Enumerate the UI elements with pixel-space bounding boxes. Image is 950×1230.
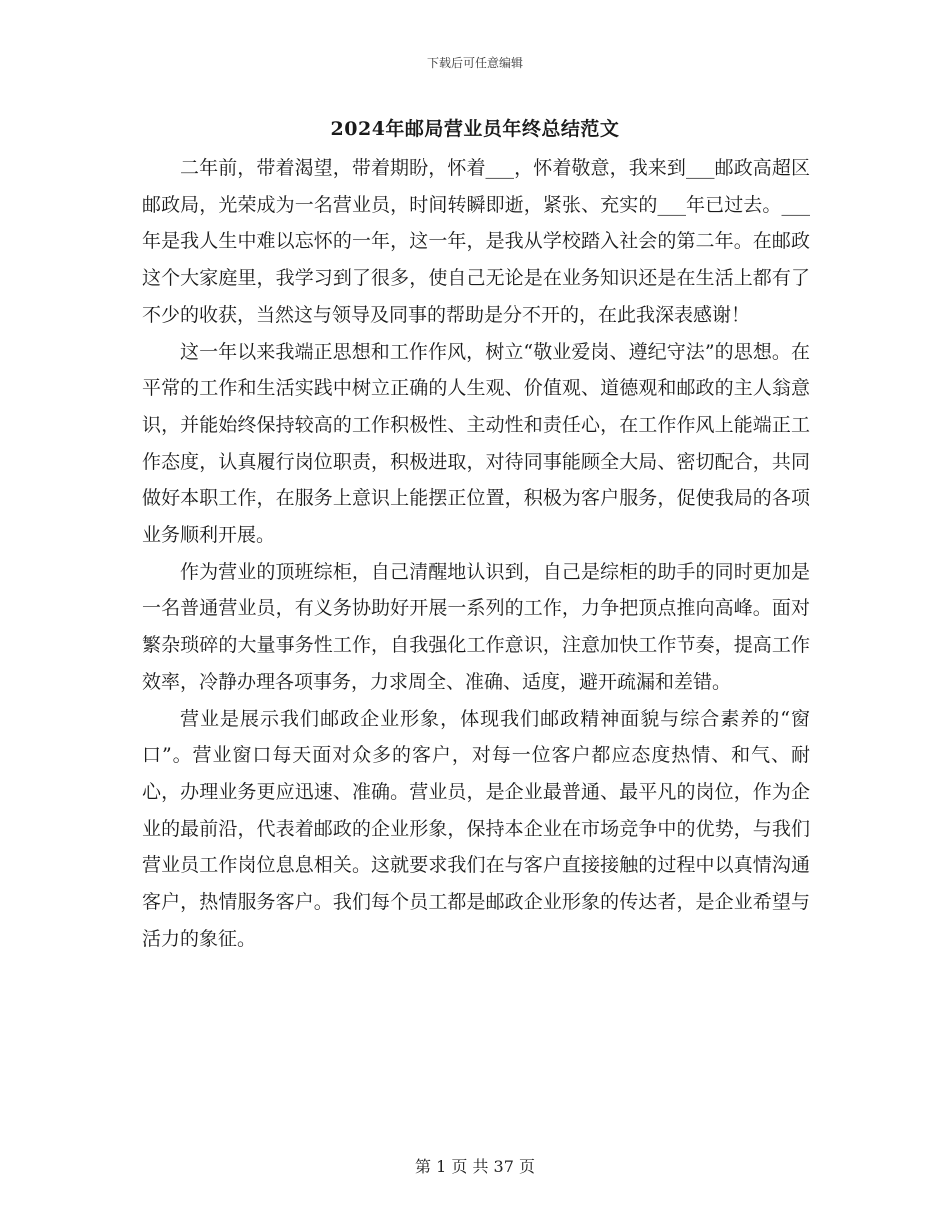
document-title: 2024年邮局营业员年终总结范文 bbox=[330, 118, 620, 140]
paragraph-1: 二年前，带着渴望，带着期盼，怀着___，怀着敬意，我来到___邮政高超区邮政局，光荣成为一名营业员，时间转瞬即逝，紧张、充实的___年已过去。___年是我人生中难以忘怀的一年，这一年，是我从学校踏入社会的第二年。在邮政这个大家庭里，我学习到了很多，使自己无论是在业务知识还是在生活上都有了不少的收获，当然这与领导及同事的帮助是分不开的，在此我深表感谢！ bbox=[142, 157, 810, 326]
paragraph-4: 营业是展示我们邮政企业形象，体现我们邮政精神面貌与综合素养的“窗口”。营业窗口每天面对众多的客户，对每一位客户都应态度热情、和气、耐心，办理业务更应迅速、准确。营业员，是企业最普通、最平凡的岗位，作为企业的最前沿，代表着邮政的企业形象，保持本企业在市场竞争中的优势，与我们营业员工作岗位息息相关。这就要求我们在与客户直接接触的过程中以真情沟通客户，热情服务客户。我们每个员工都是邮政企业形象的传达者，是企业希望与活力的象征。 bbox=[142, 707, 810, 950]
document-body bbox=[142, 150, 810, 957]
paragraph-2: 这一年以来我端正思想和工作作风，树立“敬业爱岗、遵纪守法”的思想。在平常的工作和生活实践中树立正确的人生观、价值观、道德观和邮政的主人翁意识，并能始终保持较高的工作积极性、主动性和责任心，在工作作风上能端正工作态度，认真履行岗位职责，积极进取，对待同事能顾全大局、密切配合，共同做好本职工作，在服务上意识上能摆正位置，积极为客户服务，促使我局的各项业务顺利开展。 bbox=[142, 340, 810, 547]
paragraph-3: 作为营业的顶班综柜，自己清醒地认识到，自己是综柜的助手的同时更加是一名普通营业员，有义务协助好开展一系列的工作，力争把顶点推向高峰。面对繁杂琐碎的大量事务性工作，自我强化工作意识，注意加快工作节奏，提高工作效率，冷静办理各项事务，力求周全、准确、适度，避开疏漏和差错。 bbox=[142, 560, 810, 693]
page-number: 第 1 页 共 37 页 bbox=[415, 1157, 535, 1176]
page-header-note: 下载后可任意编辑 bbox=[426, 56, 523, 70]
